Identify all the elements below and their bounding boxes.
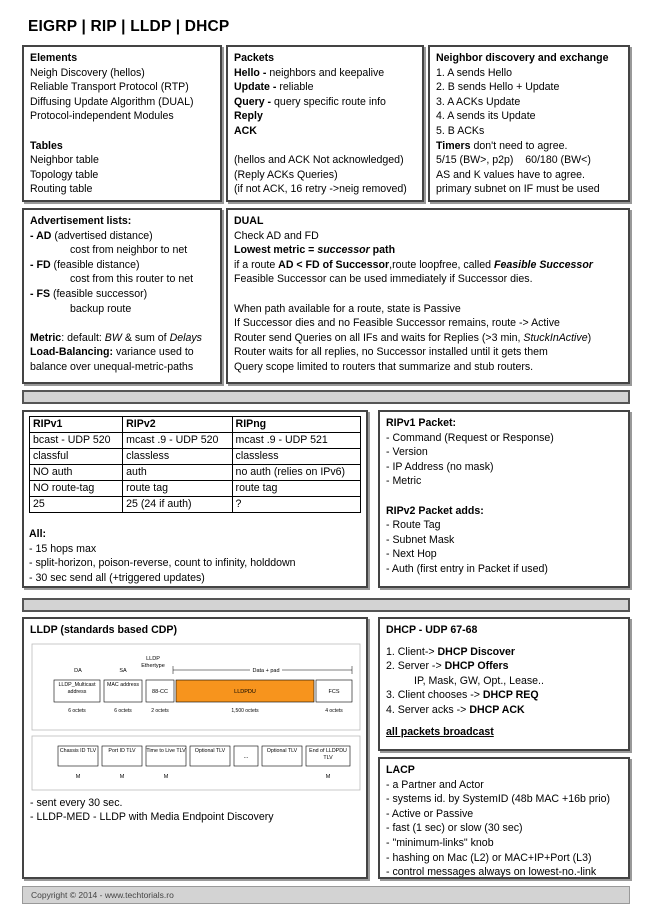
adv-ad-desc: cost from neighbor to net xyxy=(70,244,188,257)
ripv1-packet-heading: RIPv1 Packet: xyxy=(386,417,457,429)
neighbor-step: 4. A sends its Update xyxy=(436,110,536,123)
dual-box xyxy=(226,208,630,384)
table-cell: 25 xyxy=(30,497,123,513)
frame-cell-lldpdu: LLDPDU xyxy=(234,688,256,695)
ripv1-item: - Metric xyxy=(386,475,422,488)
table-header: RIPv2 xyxy=(123,417,232,433)
table-cell: classless xyxy=(123,449,232,465)
section-divider xyxy=(22,598,630,612)
neighbor-step: 2. B sends Hello + Update xyxy=(436,81,560,94)
lldp-box xyxy=(22,617,368,879)
adv-ad: - AD (advertised distance) xyxy=(30,229,153,242)
dual-scope: Query scope limited to routers that summarize and stub routers. xyxy=(234,360,534,373)
dhcp-step: 4. Server acks -> DHCP ACK xyxy=(386,703,525,716)
neighbor-timers: Timers don't need to agree. xyxy=(436,139,568,152)
packet-note: (if not ACK, 16 retry ->neig removed) xyxy=(234,183,407,196)
adv-fd-desc: cost from this router to net xyxy=(70,273,194,286)
rip-table xyxy=(29,416,361,513)
adv-fd: - FD (feasible distance) xyxy=(30,258,140,271)
frame-size: 6 octets xyxy=(114,707,132,714)
tlv-mark: M xyxy=(163,773,169,780)
tables-line: Routing table xyxy=(30,183,93,196)
elements-heading: Elements xyxy=(30,52,78,64)
rip-all-item: - split-horizon, poison-reverse, count to infinity, holddown xyxy=(29,557,296,570)
packets-heading: Packets xyxy=(234,52,275,64)
tables-line: Neighbor table xyxy=(30,154,99,167)
elements-line: Protocol-independent Modules xyxy=(30,110,174,123)
frame-size: 6 octets xyxy=(68,707,86,714)
dhcp-offer-contents: IP, Mask, GW, Opt., Lease.. xyxy=(414,674,544,687)
lacp-item: - control messages always on lowest-no.-link xyxy=(386,866,597,879)
dual-feasible: if a route AD < FD of Successor,route loopfree, called Feasible Successor xyxy=(234,258,593,271)
packet-update: Update - reliable xyxy=(234,81,314,94)
frame-cell-fcs: FCS xyxy=(328,688,340,695)
dhcp-step: 3. Client chooses -> DHCP REQ xyxy=(386,689,539,702)
dhcp-step: 1. Client-> DHCP Discover xyxy=(386,645,516,658)
lacp-item: - systems id. by SystemID (48b MAC +16b prio) xyxy=(386,793,611,806)
tlv-chassis-id: Chassis ID TLV xyxy=(59,747,97,754)
table-cell: mcast .9 - UDP 521 xyxy=(232,433,360,449)
table-cell: NO auth xyxy=(30,465,123,481)
tlv-ttl: Time to Live TLV xyxy=(146,747,186,754)
lldp-frame-diagram xyxy=(30,642,362,792)
rip-all-heading: All: xyxy=(29,528,47,540)
section-divider xyxy=(22,390,630,404)
table-cell: 25 (24 if auth) xyxy=(123,497,232,513)
frame-label-da: DA xyxy=(74,667,82,674)
table-cell: auth xyxy=(123,465,232,481)
dual-active: If Successor dies and no Feasible Successor remains, route -> Active xyxy=(234,317,560,330)
lldp-heading: LLDP (standards based CDP) xyxy=(30,624,177,636)
table-cell: ? xyxy=(232,497,360,513)
tlv-mark: M xyxy=(119,773,125,780)
adv-load-balancing: Load-Balancing: variance used to xyxy=(30,346,194,359)
lacp-heading: LACP xyxy=(386,764,415,776)
table-row xyxy=(30,481,361,497)
table-header: RIPv1 xyxy=(30,417,123,433)
ripv2-item: - Auth (first entry in Packet if used) xyxy=(386,562,548,575)
dual-check: Check AD and FD xyxy=(234,229,319,242)
tables-line: Topology table xyxy=(30,168,99,181)
ripv1-packet-box xyxy=(378,410,630,588)
dual-feasible-2: Feasible Successor can be used immediately if Successor dies. xyxy=(234,273,533,286)
neighbor-step: 3. A ACKs Update xyxy=(436,95,521,108)
tlv-optional: Optional TLV xyxy=(194,747,226,754)
dhcp-broadcast-note: all packets broadcast xyxy=(386,725,494,738)
adv-heading: Advertisement lists: xyxy=(30,215,132,227)
table-row xyxy=(30,465,361,481)
neighbor-heading: Neighbor discovery and exchange xyxy=(436,52,609,64)
tlv-ellipsis: ... xyxy=(243,753,249,760)
table-row xyxy=(30,449,361,465)
neighbor-kvalues: AS and K values have to agree. xyxy=(436,168,586,181)
ripv1-item: - IP Address (no mask) xyxy=(386,460,494,473)
frame-size: 2 octets xyxy=(151,707,169,714)
lacp-box xyxy=(378,757,630,879)
dual-lowest: Lowest metric = successor path xyxy=(234,244,396,257)
lacp-item: - fast (1 sec) or slow (30 sec) xyxy=(386,822,523,835)
packet-query: Query - query specific route info xyxy=(234,95,386,108)
frame-label-sa: SA xyxy=(119,667,127,674)
lacp-item: - hashing on Mac (L2) or MAC+IP+Port (L3) xyxy=(386,851,592,864)
lldp-item: - sent every 30 sec. xyxy=(30,796,123,809)
advertisement-box xyxy=(22,208,222,384)
frame-label-data: Data + pad xyxy=(252,667,280,674)
table-cell: classless xyxy=(232,449,360,465)
ripv2-item: - Subnet Mask xyxy=(386,533,455,546)
rip-all-item: - 30 sec send all (+triggered updates) xyxy=(29,571,205,584)
table-cell: bcast - UDP 520 xyxy=(30,433,123,449)
elements-line: Reliable Transport Protocol (RTP) xyxy=(30,81,189,94)
adv-fs-desc: backup route xyxy=(70,302,132,315)
dual-passive: When path available for a route, state is Passive xyxy=(234,302,461,315)
elements-line: Diffusing Update Algorithm (DUAL) xyxy=(30,95,194,108)
neighbor-step: 1. A sends Hello xyxy=(436,66,512,79)
elements-line: Neigh Discovery (hellos) xyxy=(30,66,145,79)
adv-fs: - FS (feasible successor) xyxy=(30,287,148,300)
page-title: EIGRP | RIP | LLDP | DHCP xyxy=(28,18,230,35)
table-cell: mcast .9 - UDP 520 xyxy=(123,433,232,449)
table-cell: route tag xyxy=(123,481,232,497)
table-cell: classful xyxy=(30,449,123,465)
tlv-mark: M xyxy=(75,773,81,780)
frame-size: 1,500 octets xyxy=(231,707,259,714)
ripv2-item: - Route Tag xyxy=(386,519,441,532)
table-cell: route tag xyxy=(232,481,360,497)
ripv1-item: - Version xyxy=(386,446,428,459)
frame-label-ethertype: LLDP Ethertype xyxy=(141,655,165,669)
lacp-item: - Active or Passive xyxy=(386,807,474,820)
packet-hello: Hello - neighbors and keepalive xyxy=(234,66,385,79)
ripv2-item: - Next Hop xyxy=(386,548,437,561)
adv-load-balancing-2: balance over unequal-metric-paths xyxy=(30,360,194,373)
frame-cell-sa: MAC address xyxy=(106,681,140,688)
frame-cell-da: LLDP_Multicast address xyxy=(58,681,96,695)
rip-all-item: - 15 hops max xyxy=(29,542,97,555)
rip-box xyxy=(22,410,368,588)
dhcp-heading: DHCP - UDP 67-68 xyxy=(386,624,478,636)
neighbor-step: 5. B ACKs xyxy=(436,124,485,137)
ripv1-item: - Command (Request or Response) xyxy=(386,431,554,444)
tlv-optional: Optional TLV xyxy=(266,747,298,754)
dhcp-step: 2. Server -> DHCP Offers xyxy=(386,660,509,673)
table-cell: no auth (relies on IPv6) xyxy=(232,465,360,481)
neighbor-subnet: primary subnet on IF must be used xyxy=(436,183,600,196)
dual-heading: DUAL xyxy=(234,215,264,227)
lacp-item: - "minimum-links" knob xyxy=(386,836,494,849)
tlv-mark: M xyxy=(325,773,331,780)
frame-cell-ethertype: 88-CC xyxy=(152,688,168,695)
tables-heading: Tables xyxy=(30,139,63,152)
packet-reply: Reply xyxy=(234,110,263,123)
table-header: RIPng xyxy=(232,417,360,433)
packets-box xyxy=(226,45,424,202)
table-row xyxy=(30,433,361,449)
neighbor-box xyxy=(428,45,630,202)
packet-ack: ACK xyxy=(234,124,257,137)
table-cell: NO route-tag xyxy=(30,481,123,497)
frame-size: 4 octets xyxy=(325,707,343,714)
dual-waits: Router waits for all replies, no Successor installed until it gets them xyxy=(234,346,548,359)
tlv-port-id: Port ID TLV xyxy=(108,747,136,754)
dual-queries: Router send Queries on all IFs and waits for Replies (>3 min, StuckInActive) xyxy=(234,331,592,344)
lldp-item: - LLDP-MED - LLDP with Media Endpoint Discovery xyxy=(30,811,274,824)
ripv2-packet-heading: RIPv2 Packet adds: xyxy=(386,504,484,517)
elements-box xyxy=(22,45,222,202)
footer-copyright: Copyright © 2014 - www.techtorials.ro xyxy=(22,886,630,904)
neighbor-timers-values: 5/15 (BW>, p2p) 60/180 (BW<) xyxy=(436,154,591,167)
lacp-item: - a Partner and Actor xyxy=(386,778,484,791)
packet-note: (Reply ACKs Queries) xyxy=(234,168,338,181)
adv-metric: Metric: default: BW & sum of Delays xyxy=(30,331,202,344)
tlv-end: End of LLDPDU TLV xyxy=(309,747,347,761)
table-row xyxy=(30,497,361,513)
dhcp-box xyxy=(378,617,630,751)
packet-note: (hellos and ACK Not acknowledged) xyxy=(234,154,404,167)
table-header-row xyxy=(30,417,361,433)
